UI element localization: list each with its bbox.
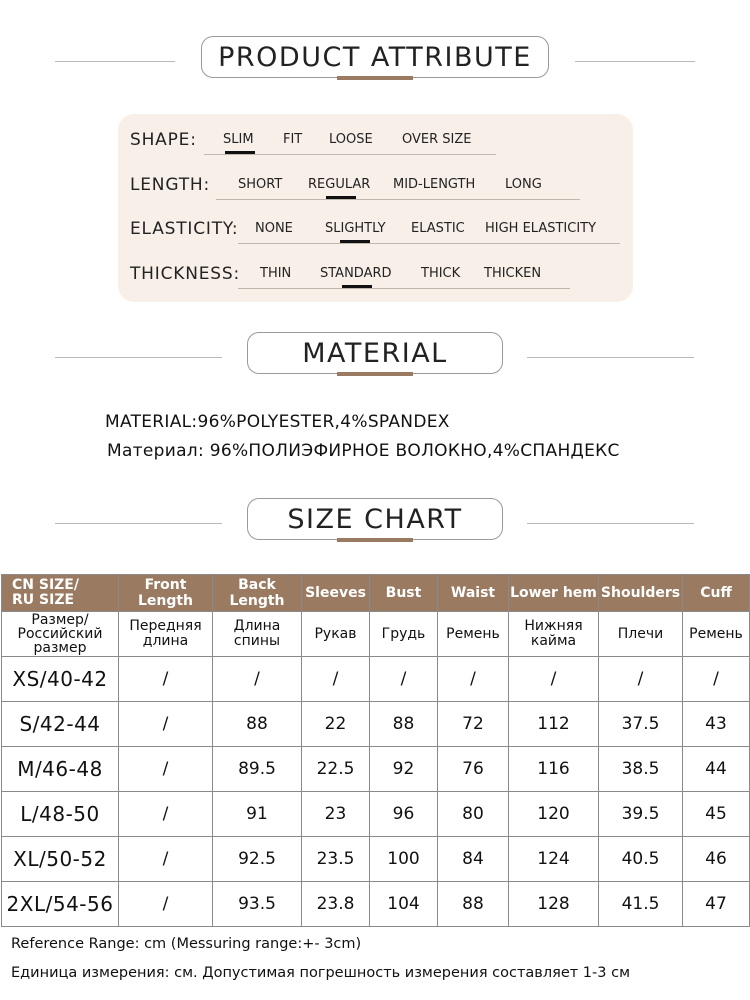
table-header-en-cell: Back Length xyxy=(213,575,302,612)
table-row-cell: 41.5 xyxy=(599,882,683,927)
table-row-cell: 45 xyxy=(683,792,750,837)
size-chart-header xyxy=(0,498,750,548)
option-underline xyxy=(238,243,620,244)
table-header-ru-cell: Плечи xyxy=(599,612,683,657)
attribute-option: REGULAR xyxy=(308,177,371,192)
selected-mark xyxy=(340,240,370,243)
material-label: Материал: xyxy=(107,441,204,461)
attribute-row-elasticity xyxy=(118,215,633,245)
material-header xyxy=(0,332,750,382)
table-row-cell: / xyxy=(302,657,370,702)
table-row-cell: 23.8 xyxy=(302,882,370,927)
table-row-cell: 47 xyxy=(683,882,750,927)
table-header-ru-cell: Ремень xyxy=(683,612,750,657)
table-row-cell: 84 xyxy=(438,837,509,882)
attribute-option: FIT xyxy=(283,132,303,147)
divider-left xyxy=(55,61,175,62)
selected-mark xyxy=(225,151,255,154)
table-header-en-cell: Front Length xyxy=(119,575,213,612)
table-row xyxy=(2,702,750,747)
table-header-ru xyxy=(2,612,750,657)
table-row-cell: 91 xyxy=(213,792,302,837)
attribute-option: THIN xyxy=(260,266,292,281)
attribute-option: SLIGHTLY xyxy=(325,221,386,236)
table-row xyxy=(2,657,750,702)
reference-note-en: Reference Range: cm (Messuring range:+- 3cm) xyxy=(11,936,362,952)
table-row-cell: 22 xyxy=(302,702,370,747)
table-row-cell: / xyxy=(119,747,213,792)
table-row-cell: 88 xyxy=(438,882,509,927)
table-header-ru-cell: Передняя длина xyxy=(119,612,213,657)
table-row-cell: 88 xyxy=(370,702,438,747)
table-row-cell: 89.5 xyxy=(213,747,302,792)
table-header-ru-cell: Нижняя кайма xyxy=(509,612,599,657)
table-row xyxy=(2,882,750,927)
attribute-option: NONE xyxy=(255,221,293,236)
table-row-cell: 76 xyxy=(438,747,509,792)
table-row-cell: 37.5 xyxy=(599,702,683,747)
table-row-cell: 112 xyxy=(509,702,599,747)
table-row xyxy=(2,792,750,837)
table-row-cell: 23 xyxy=(302,792,370,837)
table-row-size-cell: M/46-48 xyxy=(2,747,119,792)
table-header-ru-cell: Ремень xyxy=(438,612,509,657)
table-header-ru-cell: Рукав xyxy=(302,612,370,657)
attribute-name: ELASTICITY: xyxy=(130,219,239,239)
size-chart-body xyxy=(2,575,750,927)
divider-right xyxy=(575,61,695,62)
attribute-option: LOOSE xyxy=(329,132,373,147)
table-row-cell: 88 xyxy=(213,702,302,747)
table-row-size-cell: XL/50-52 xyxy=(2,837,119,882)
table-row-cell: 92.5 xyxy=(213,837,302,882)
option-underline xyxy=(216,199,580,200)
selected-mark xyxy=(342,285,372,288)
table-row-cell: 92 xyxy=(370,747,438,792)
table-row-cell: 38.5 xyxy=(599,747,683,792)
table-row-cell: 100 xyxy=(370,837,438,882)
table-row-size-cell: 2XL/54-56 xyxy=(2,882,119,927)
material-label: MATERIAL: xyxy=(105,412,198,432)
attribute-option: THICK xyxy=(421,266,461,281)
material-line-en xyxy=(105,412,450,432)
attribute-option: THICKEN xyxy=(484,266,542,281)
selected-mark xyxy=(326,196,356,199)
table-header-en-cell: Sleeves xyxy=(302,575,370,612)
table-row-cell: 40.5 xyxy=(599,837,683,882)
table-row-cell: 80 xyxy=(438,792,509,837)
attribute-name: THICKNESS: xyxy=(130,264,240,284)
attribute-option: MID-LENGTH xyxy=(393,177,476,192)
attribute-option: STANDARD xyxy=(320,266,392,281)
table-header-en-cell: Waist xyxy=(438,575,509,612)
section-title: PRODUCT ATTRIBUTE xyxy=(218,41,532,73)
attribute-option: ELASTIC xyxy=(411,221,465,236)
table-row-cell: 93.5 xyxy=(213,882,302,927)
accent-bar xyxy=(337,372,413,376)
section-title-box xyxy=(247,332,503,374)
table-header-en-cell: Lower hem xyxy=(509,575,599,612)
material-value: 96%POLYESTER,4%SPANDEX xyxy=(197,412,450,432)
option-underline xyxy=(204,154,496,155)
table-row-cell: / xyxy=(599,657,683,702)
table-row-cell: / xyxy=(370,657,438,702)
table-header-ru-cell: Длина спины xyxy=(213,612,302,657)
table-header-en xyxy=(2,575,750,612)
table-row-cell: 23.5 xyxy=(302,837,370,882)
attribute-name: SHAPE: xyxy=(130,130,197,150)
table-row-cell: / xyxy=(119,837,213,882)
table-row-size-cell: S/42-44 xyxy=(2,702,119,747)
table-header-en-cell: Bust xyxy=(370,575,438,612)
table-row-cell: 116 xyxy=(509,747,599,792)
attribute-name: LENGTH: xyxy=(130,175,210,195)
accent-bar xyxy=(337,538,413,542)
table-row-size-cell: L/48-50 xyxy=(2,792,119,837)
table-header-en-size-cell: CN SIZE/ RU SIZE xyxy=(2,575,119,612)
attribute-option: LONG xyxy=(505,177,542,192)
table-row-cell: / xyxy=(438,657,509,702)
size-chart-table xyxy=(1,574,750,927)
table-row xyxy=(2,837,750,882)
table-row xyxy=(2,747,750,792)
table-row-cell: 44 xyxy=(683,747,750,792)
table-row-cell: 104 xyxy=(370,882,438,927)
table-row-cell: / xyxy=(119,702,213,747)
attributes-panel xyxy=(118,114,633,302)
divider-left xyxy=(55,357,222,358)
attribute-option: OVER SIZE xyxy=(402,132,472,147)
table-row-cell: / xyxy=(119,657,213,702)
attribute-option: HIGH ELASTICITY xyxy=(485,221,597,236)
table-row-cell: 46 xyxy=(683,837,750,882)
divider-right xyxy=(527,357,694,358)
table-row-cell: / xyxy=(509,657,599,702)
table-header-ru-cell: Грудь xyxy=(370,612,438,657)
product-attribute-header xyxy=(0,36,750,86)
attribute-option: SLIM xyxy=(223,132,254,147)
section-title: MATERIAL xyxy=(302,337,448,369)
table-header-ru-size-cell: Размер/ Российский размер xyxy=(2,612,119,657)
table-row-cell: / xyxy=(213,657,302,702)
table-header-en-cell: Cuff xyxy=(683,575,750,612)
table-row-cell: / xyxy=(683,657,750,702)
divider-right xyxy=(527,523,694,524)
table-row-cell: / xyxy=(119,792,213,837)
table-row-cell: 120 xyxy=(509,792,599,837)
reference-note-ru: Единица измерения: см. Допустимая погрешность измерения составляет 1-3 см xyxy=(11,965,631,981)
table-row-cell: 72 xyxy=(438,702,509,747)
table-row-cell: 22.5 xyxy=(302,747,370,792)
table-row-size-cell: XS/40-42 xyxy=(2,657,119,702)
attribute-row-thickness xyxy=(118,260,633,290)
table-row-cell: 96 xyxy=(370,792,438,837)
material-value: 96%ПОЛИЭФИРНОЕ ВОЛОКНО,4%СПАНДЕКС xyxy=(209,441,620,461)
accent-bar xyxy=(337,76,413,80)
table-row-cell: / xyxy=(119,882,213,927)
section-title-box xyxy=(247,498,503,540)
option-underline xyxy=(238,288,570,289)
table-header-en-cell: Shoulders xyxy=(599,575,683,612)
table-row-cell: 128 xyxy=(509,882,599,927)
table-row-cell: 43 xyxy=(683,702,750,747)
table-row-cell: 124 xyxy=(509,837,599,882)
divider-left xyxy=(55,523,222,524)
section-title-box xyxy=(201,36,549,78)
attribute-row-shape xyxy=(118,126,633,156)
material-line-ru xyxy=(107,441,620,461)
attribute-option: SHORT xyxy=(238,177,283,192)
table-row-cell: 39.5 xyxy=(599,792,683,837)
section-title: SIZE CHART xyxy=(287,503,463,535)
attribute-row-length xyxy=(118,171,633,201)
